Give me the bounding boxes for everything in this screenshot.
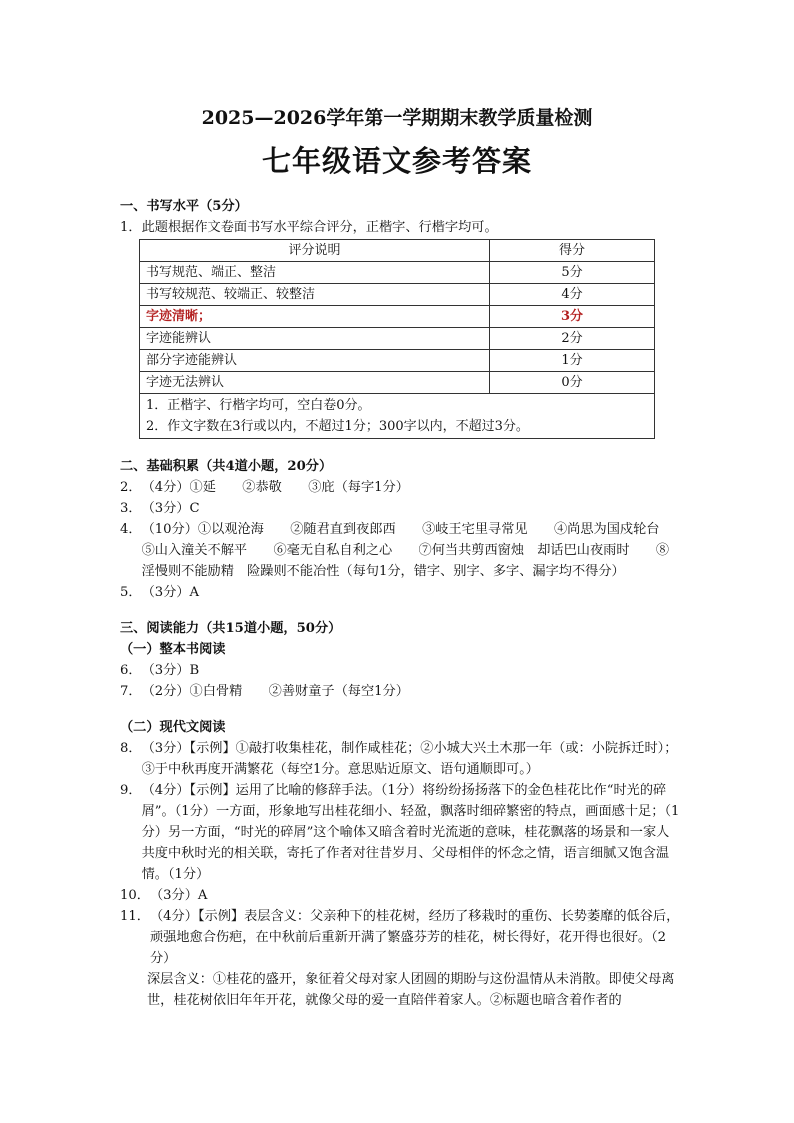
table-cell-description: 字迹能辨认 (140, 328, 490, 350)
table-note: 2．作文字数在3行或以内，不超过1分；300字以内，不超过3分。 (146, 419, 529, 434)
question-item (120, 906, 680, 969)
section-heading-writing: 一、书写水平（5分） (120, 199, 248, 214)
question-answer: （10分）①以观沧海 ②随君直到夜郎西 ③岐王宅里寻常见 ④尚思为国戍轮台 ⑤山入潼关不解平 ⑥毫无自私自利之心 ⑦何当共剪西窗烛 却话巴山夜雨时 ⑧淫慢则不能励精 险躁则不能冶性（每句1分，错字、别字、多字、漏字均不得分） (141, 522, 686, 579)
table-row (140, 350, 655, 372)
question-item (120, 780, 680, 885)
question-number: 6． (120, 663, 142, 678)
table-row (140, 328, 655, 350)
table-row (140, 372, 655, 394)
table-cell-description: 字迹无法辨认 (140, 372, 490, 394)
question-number: 4． (120, 522, 142, 537)
table-cell-description: 部分字迹能辨认 (140, 350, 490, 372)
answer-content (120, 196, 686, 1011)
question-number: 5． (120, 585, 142, 600)
question-number: 8． (120, 741, 142, 756)
section-heading-reading: 三、阅读能力（共15道小题，50分） (120, 621, 342, 636)
question-item (120, 738, 680, 780)
scoring-table (139, 239, 655, 439)
table-header-row (140, 240, 655, 262)
deep-meaning-paragraph: 深层含义：①桂花的盛开，象征着父母对家人团圆的期盼与这份温情从未消散。即使父母离世，桂花树依旧年年开花，就像父母的爱一直陪伴着家人。②标题也暗含着作者的 (147, 972, 675, 1008)
question-item (120, 498, 680, 519)
question-answer: （3分）A (141, 585, 200, 600)
question-answer: （4分）【示例】表层含义：父亲种下的桂花树，经历了移栽时的重伤、长势萎靡的低谷后，顽强地愈合伤疤，在中秋前后重新开满了繁盛芬芳的桂花，树长得好，花开得也很好。（2分） (149, 909, 680, 966)
table-cell-score: 1分 (490, 350, 655, 372)
question-1: 1．此题根据作文卷面书写水平综合评分，正楷字、行楷字均可。 (120, 220, 498, 235)
answer-key-title: 七年级语文参考答案 (261, 144, 532, 178)
question-item (120, 477, 680, 498)
question-item (120, 681, 680, 702)
question-number: 11． (120, 909, 150, 924)
question-item (120, 660, 680, 681)
question-item (120, 885, 680, 906)
subsection-heading-modern-text: （二）现代文阅读 (120, 720, 226, 735)
table-cell-score: 5分 (490, 262, 655, 284)
question-number: 7． (120, 684, 142, 699)
table-note: 1．正楷字、行楷字均可，空白卷0分。 (146, 398, 371, 413)
question-answer: （4分）①延 ②恭敬 ③庇（每字1分） (141, 480, 409, 495)
question-number: 3． (120, 501, 142, 516)
subsection-heading-whole-book: （一）整本书阅读 (120, 642, 226, 657)
table-header-score: 得分 (490, 240, 655, 262)
table-cell-description: 字迹清晰； (140, 306, 490, 328)
table-notes (140, 394, 655, 439)
question-item (120, 582, 680, 603)
table-cell-score: 3分 (490, 306, 655, 328)
table-cell-description: 书写规范、端正、整洁 (140, 262, 490, 284)
question-answer: （3分）B (141, 663, 200, 678)
table-notes-row (140, 394, 655, 439)
table-cell-score: 2分 (490, 328, 655, 350)
question-answer: （2分）①白骨精 ②善财童子（每空1分） (141, 684, 409, 699)
question-answer: （4分）【示例】运用了比喻的修辞手法。（1分）将纷纷扬扬落下的金色桂花比作“时光的碎屑”。（1分）一方面，形象地写出桂花细小、轻盈，飘落时细碎繁密的特点，画面感十足；（1分）另一方面，“时光的碎屑”这个喻体又暗含着时光流逝的意味，桂花飘落的场景和一家人共度中秋时光的相关联，寄托了作者对往昔岁月、父母相伴的怀念之情，语言细腻又饱含温情。（1分） (141, 783, 680, 882)
question-answer: （3分）C (141, 501, 200, 516)
table-row (140, 284, 655, 306)
table-cell-score: 0分 (490, 372, 655, 394)
question-item (120, 519, 686, 582)
section-heading-basics: 二、基础积累（共4道小题，20分） (120, 459, 333, 474)
question-answer: （3分）A (149, 888, 208, 903)
question-number: 10． (120, 888, 150, 903)
question-number: 2． (120, 480, 142, 495)
table-cell-score: 4分 (490, 284, 655, 306)
table-row-highlighted (140, 306, 655, 328)
question-number: 9． (120, 783, 142, 798)
table-row (140, 262, 655, 284)
table-cell-description: 书写较规范、较端正、较整洁 (140, 284, 490, 306)
exam-title: 2025—2026学年第一学期期末教学质量检测 (201, 107, 593, 129)
question-answer: （3分）【示例】①敲打收集桂花，制作咸桂花；②小城大兴土木那一年（或：小院拆迁时）；③于中秋再度开满繁花（每空1分。意思贴近原文、语句通顺即可。） (141, 741, 678, 777)
table-header-description: 评分说明 (140, 240, 490, 262)
